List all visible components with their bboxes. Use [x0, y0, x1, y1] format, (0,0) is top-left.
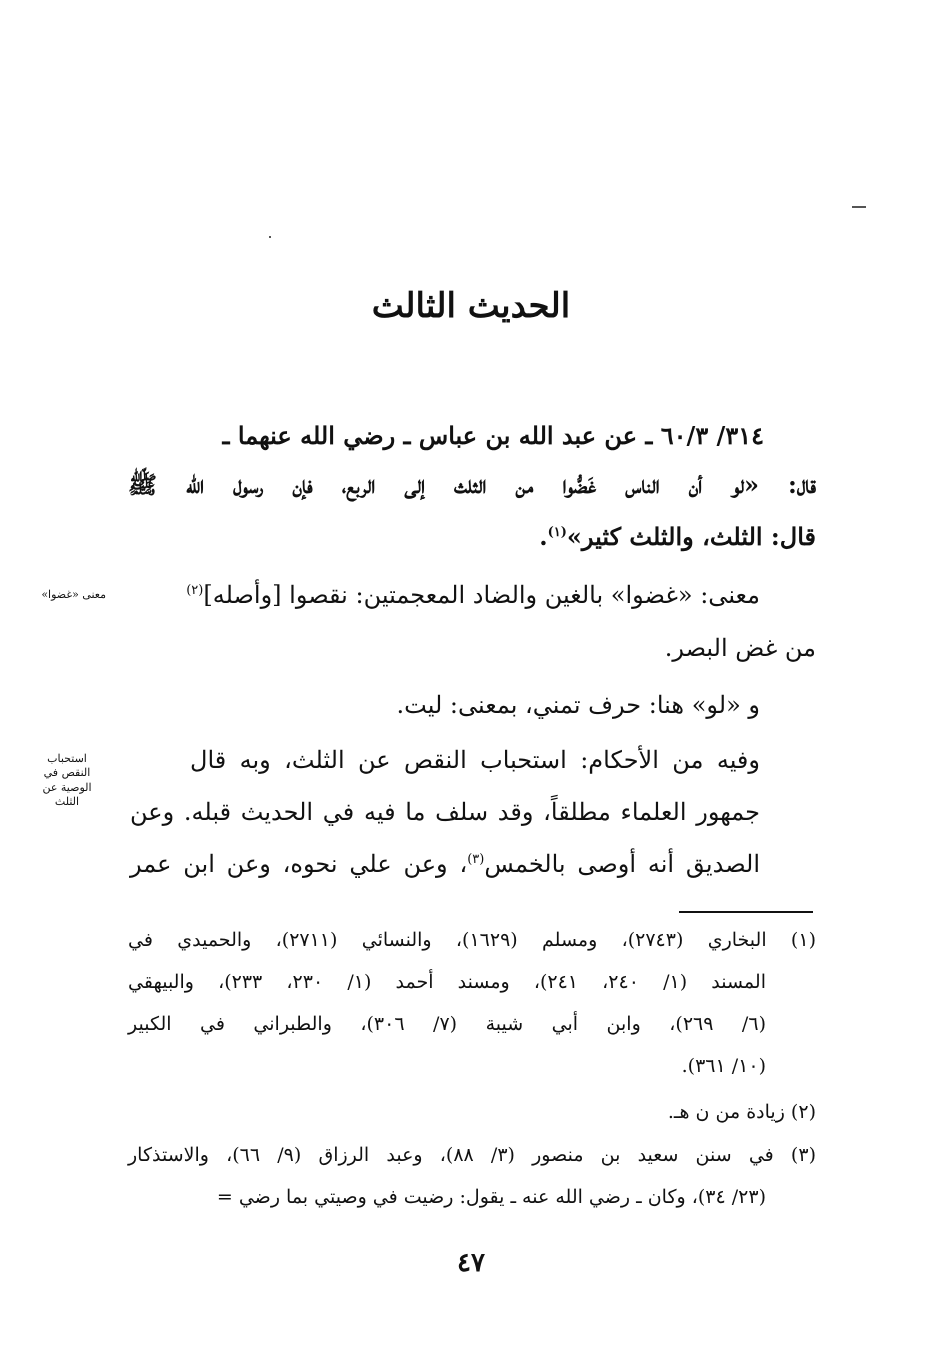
page-number: ٤٧	[457, 1248, 485, 1278]
meaning-line-1-text: معنى: «غضوا» بالغين والضاد المعجمتين: نقصوا [وأصله]	[203, 581, 760, 609]
footnote-1-line-3: (٦/ ٢٦٩)، وابن أبي شيبة (٧/ ٣٠٦)، والطبراني في الكبير	[128, 1013, 766, 1035]
margin-note-rulings-1: استحباب	[47, 752, 87, 765]
margin-note-rulings-3: الوصية عن	[42, 780, 92, 794]
footnote-3-line-1: (٣) في سنن سعيد بن منصور (٣/ ٨٨)، وعبد الرزاق (٩/ ٦٦)، والاستذكار	[128, 1144, 816, 1166]
footnote-2: (٢) زيادة من ن هـ.	[667, 1101, 816, 1123]
rulings-line-3-pre: الصديق أنه أوصى بالخمس	[484, 850, 760, 878]
meaning-line-1	[186, 580, 760, 610]
hadith-line-3-end: .	[539, 522, 548, 551]
footnote-rule	[679, 911, 813, 913]
hadith-line-3	[539, 522, 816, 552]
footnote-1-line-1: (١) البخاري (٢٧٤٣)، ومسلم (١٦٢٩)، والنسائي (٢٧١١)، والحميدي في	[128, 929, 816, 951]
margin-note-rulings	[28, 752, 106, 809]
rulings-line-1: وفيه من الأحكام: استحباب النقص عن الثلث، وبه قال	[190, 746, 760, 774]
footnote-ref-3[interactable]: (٣)	[467, 852, 485, 867]
footnote-ref-1[interactable]: (١)	[547, 525, 567, 540]
margin-note-rulings-2: النقص في	[43, 766, 91, 780]
scan-speck	[269, 236, 271, 238]
margin-note-meaning: معنى «غضوا»	[41, 588, 106, 601]
scan-speck	[852, 206, 866, 208]
footnote-1-line-4: (١٠/ ٣٦١).	[681, 1055, 766, 1077]
footnote-1-line-2: المسند (١/ ٢٤٠، ٢٤١)، ومسند أحمد (١/ ٢٣٠، ٢٣٣)، والبيهقي	[128, 971, 766, 993]
footnote-3-line-2: (٢٣/ ٣٤)، وكان ـ رضي الله عنه ـ يقول: رضيت في وصيتي بما رضي =	[216, 1186, 766, 1208]
hadith-line-1: ٣١٤/ ٦٠/٣ ـ عن عبد الله بن عباس ـ رضي الله عنهما ـ	[222, 421, 764, 450]
law-line: و «لو» هنا: حرف تمني، بمعنى: ليت.	[396, 691, 760, 719]
hadith-line-3-text: قال: الثلث، والثلث كثير»	[566, 522, 816, 551]
rulings-line-2: جمهور العلماء مطلقاً، وقد سلف ما فيه في الحديث قبله. وعن	[130, 798, 760, 826]
meaning-line-2: من غض البصر.	[664, 634, 816, 662]
hadith-line-2: قال: «لو أن الناس غَضُّوا من الثلث إلى الربع، فإن رسول الله ﷺ	[128, 470, 816, 499]
rulings-line-3	[130, 849, 760, 879]
rulings-line-3-post: ، وعن علي نحوه، وعن ابن عمر	[130, 850, 468, 878]
footnote-ref-2[interactable]: (٢)	[186, 583, 204, 598]
chapter-title: الحديث الثالث	[371, 286, 571, 326]
margin-note-rulings-4: الثلث	[54, 794, 80, 808]
